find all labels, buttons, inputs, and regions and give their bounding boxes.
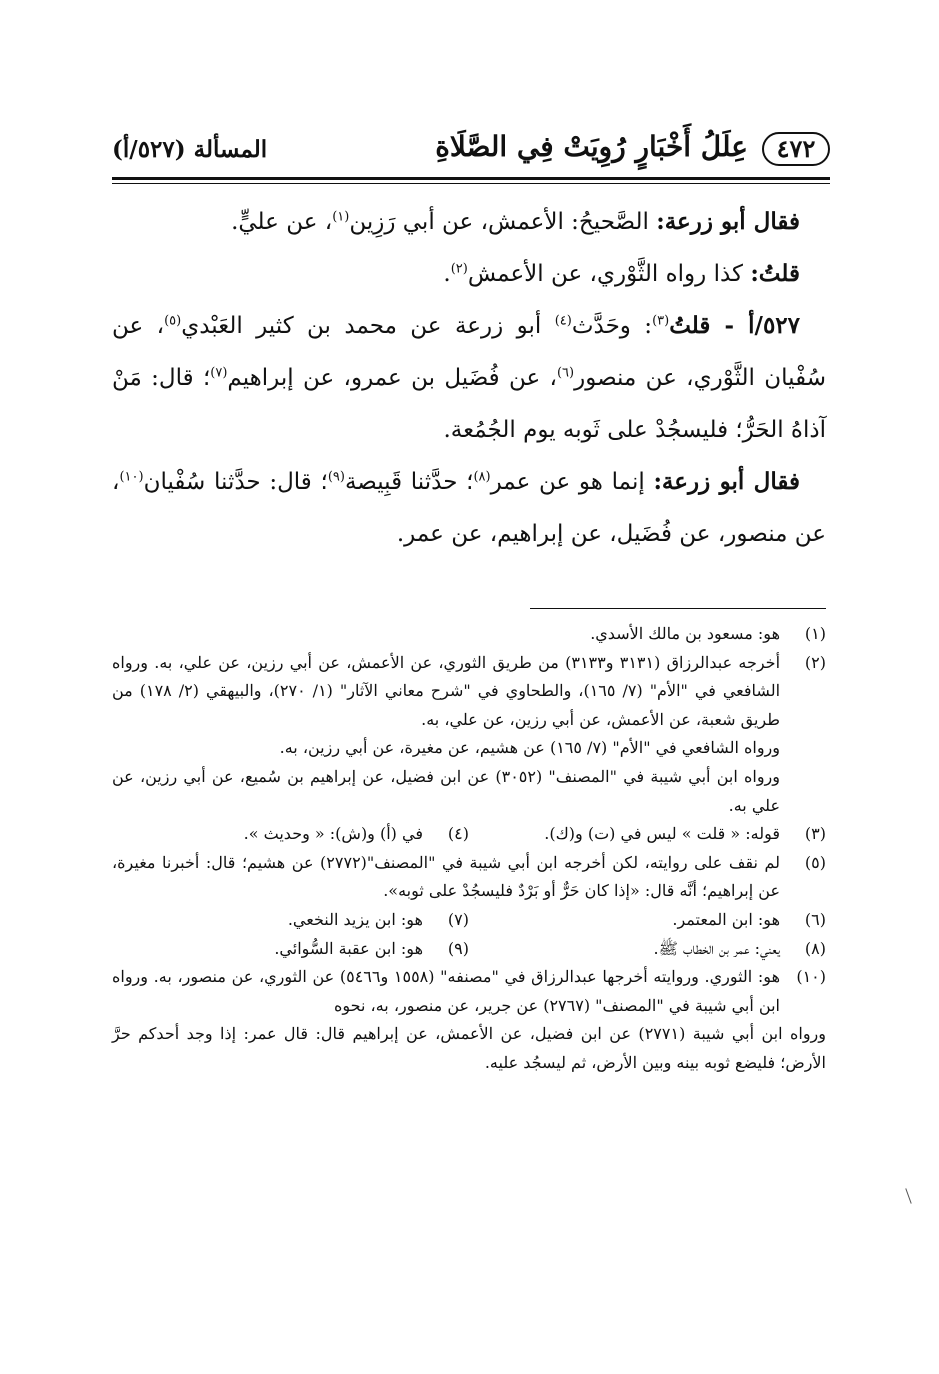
footnote-text-3: ورواه ابن أبي شيبة في "المصنف" (٣٠٥٢) عن ابن فضيل، عن إبراهيم بن سُميع، عن أبي رزين، عن علي به. [112, 766, 780, 815]
p2-lead: قلتُ: [750, 260, 800, 287]
footnote-row-6-7 [112, 906, 826, 935]
footnote-ref-3[interactable]: (٣) [652, 313, 670, 329]
header-rule-thin [112, 183, 830, 184]
p1-lead: فقال أبو زرعة: [656, 208, 800, 235]
footnote-ref-1[interactable]: (١) [332, 209, 350, 225]
masala-label: المسألة (٥٢٧/أ) [112, 136, 268, 163]
footnote-ref-4[interactable]: (٤) [554, 313, 572, 329]
footnote-7 [112, 906, 469, 935]
main-text [112, 196, 826, 560]
footnote-ref-10[interactable]: (١٠) [119, 469, 144, 485]
footnote-5 [112, 849, 826, 906]
scan-mark [905, 1188, 911, 1203]
footnote-number: (٤) [447, 824, 469, 844]
paragraph-2 [112, 248, 826, 300]
footnote-number: (٦) [804, 909, 826, 929]
footnotes [112, 620, 826, 1078]
footnote-text: لم نقف على روايته، لكن أخرجه ابن أبي شيبة في "المصنف"(٢٧٧٢) عن هشيم؛ قال: أخبرنا مغيرة، عن إبراهيم؛ أنَّه قال: «إذا كان حَرٌّ أو بَرْدٌ فليسجُدْ على ثوبه». [112, 852, 780, 901]
footnote-text: هو: ابن يزيد النخعي. [287, 909, 423, 929]
footnote-number: (١) [804, 624, 826, 643]
footnote-text: هو: الثوري. وروايته أخرجها عبدالرزاق في "مصنفه" (١٥٥٨ و٥٤٦٦) عن الثوري، عن منصور، به. ورواه ابن أبي شيبة في "المصنف" (٢٧٦٧) عن جرير، عن منصور، به، نحوه [112, 967, 780, 1015]
footnote-text: قوله: « قلت » ليس في (ت) و(ك). [544, 824, 780, 844]
p3-text-3: ، عن سُفْيان الثَّوْري، عن منصور [112, 313, 826, 391]
footnote-number: (٩) [447, 938, 469, 958]
p1-text-1: الصَّحيحُ: الأعمش، عن أبي رَزِين [349, 209, 657, 235]
header-rule-thick [112, 177, 830, 180]
footnote-number: (٣) [804, 824, 826, 844]
footnote-10 [112, 963, 826, 1020]
footnote-1 [112, 620, 826, 649]
footnote-ref-6[interactable]: (٦) [556, 365, 575, 381]
footnote-ref-8[interactable]: (٨) [473, 469, 491, 485]
footnote-text: يعني: عمر بن الخطاب ﷺ. [653, 938, 780, 958]
footnote-number: (٢) [804, 652, 826, 672]
footnote-6 [469, 906, 826, 935]
footnote-row-3-4 [112, 820, 826, 849]
p3-text-1: : وحَدَّث [571, 313, 653, 339]
footnote-ref-2[interactable]: (٢) [450, 261, 468, 277]
p3-text-2: أبو زرعة عن محمد بن كثير العَبْدي [181, 313, 555, 339]
footnote-ref-7[interactable]: (٧) [210, 365, 228, 381]
footnote-ref-9[interactable]: (٩) [327, 469, 345, 485]
p1-text-2: ، عن عليٍّ. [231, 209, 333, 235]
p4-lead: فقال أبو زرعة: [653, 468, 801, 495]
footnote-2 [112, 649, 826, 821]
paragraph-3 [112, 300, 826, 456]
footnote-number: (١٠) [796, 967, 826, 987]
p3-text-5: ؛ قال: مَنْ آذاهُ الحَرُّ؛ فليسجُدْ على ثَوبه يوم الجُمُعة. [112, 365, 826, 443]
footnote-8 [469, 935, 826, 964]
footnote-row-8-9 [112, 935, 826, 964]
p3-lead: ٥٢٧/أ - قلتُ [669, 312, 801, 339]
footnote-number: (٥) [804, 852, 826, 872]
p4-text-4: ، عن منصور، عن فُضَيل، عن إبراهيم، عن عمر. [112, 469, 826, 547]
p2-text-2: . [443, 261, 451, 287]
p4-text-3: ؛ قال: حدَّثنا سُفْيان [143, 469, 328, 495]
footnote-number: (٨) [804, 938, 826, 958]
page-header [112, 126, 830, 176]
footnote-separator [530, 608, 826, 609]
paragraph-4 [112, 456, 826, 560]
p4-text-1: إنما هو عن عمر [490, 469, 654, 495]
page-number: ٤٧٢ [762, 132, 830, 166]
p4-text-2: ؛ حدَّثنا قَبِيصة [344, 469, 474, 495]
p2-text-1: كذا رواه الثَّوْري، عن الأعمش [467, 261, 751, 287]
footnote-text: هو: ابن المعتمر. [672, 909, 780, 929]
footnote-ref-5[interactable]: (٥) [164, 313, 182, 329]
footnote-text: في (أ) و(ش): « وحديث ». [243, 824, 423, 844]
footnote-text: هو: ابن عقبة السُّوائي. [274, 938, 423, 958]
footnote-3 [469, 820, 826, 849]
footnote-10-continuation: ورواه ابن أبي شيبة (٢٧٧١) عن ابن فضيل، عن الأعمش، عن إبراهيم قال: قال عمر: إذا وجد أحدكم حرَّ الأرض؛ فليضع ثوبه بينه وبين الأرض، ثم ليسجُد عليه. [112, 1024, 827, 1072]
book-title: عِلَلُ أَخْبَارٍ رُوِيَتْ فِي الصَّلَاةِ [435, 130, 748, 163]
footnote-text-2: ورواه الشافعي في "الأم" (٧/ ١٦٥) عن هشيم، عن مغيرة، عن أبي رزين، به. [279, 738, 780, 758]
footnote-9 [112, 935, 469, 964]
paragraph-1 [112, 196, 826, 248]
footnote-4 [112, 820, 469, 849]
footnote-text: أخرجه عبدالرزاق (٣١٣١ و٣١٣٣) من طريق الثوري، عن الأعمش، عن أبي رزين، عن علي، به. ورواه الشافعي في "الأم" (٧/ ١٦٥)، والطحاوي في "شرح معاني الآثار" (١/ ٢٧٠)، والبيهقي (٢/ ١٧٨) من طريق شعبة، عن الأعمش، عن أبي رزين، عن علي، به. [112, 652, 781, 729]
footnote-number: (٧) [447, 909, 469, 929]
p3-text-4: ، عن فُضَيل بن عمرو، عن إبراهيم [227, 365, 557, 391]
footnote-text: هو: مسعود بن مالك الأسدي. [590, 624, 780, 643]
